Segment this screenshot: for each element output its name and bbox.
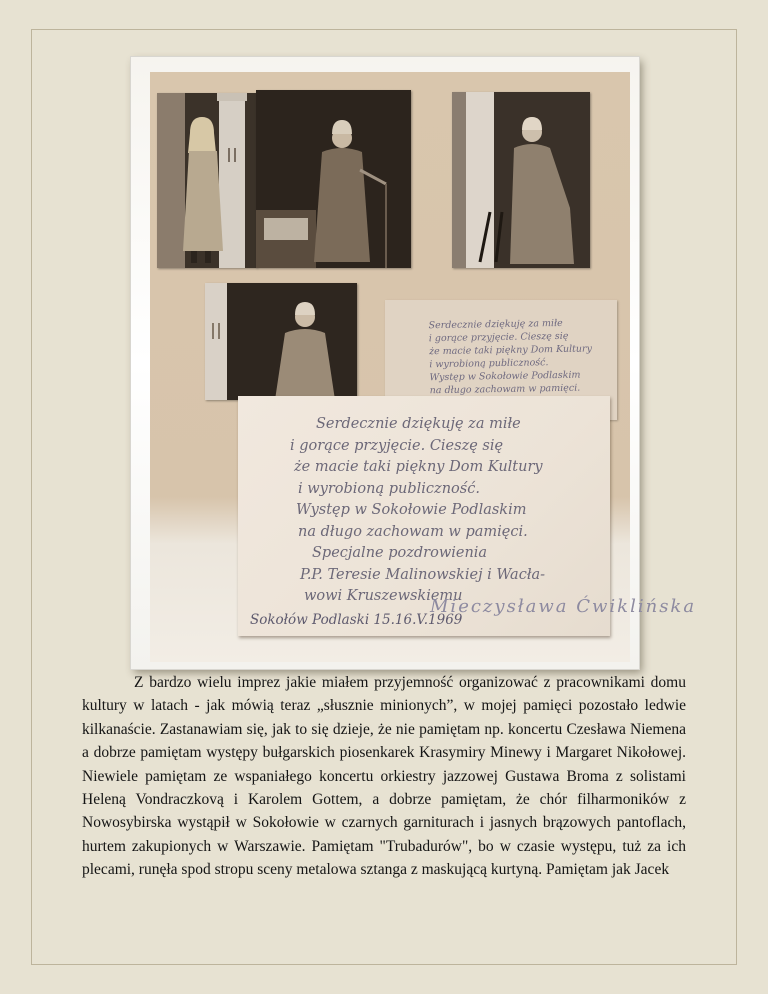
stage-photo-1 bbox=[157, 93, 257, 268]
letter-line: Specjalne pozdrowienia bbox=[312, 545, 488, 561]
letter-place-date: Sokołów Podlaski 15.16.V.1969 bbox=[250, 612, 463, 628]
article-paragraph: Z bardzo wielu imprez jakie miałem przyjemność organizować z pracownikami domu kultury w latach - jak mówią teraz „słusznie minionych”, w mojej pamięci pozostało ledwie kilkanaście. Zastanawiam się, jak to się dzieje, że nie pamiętam np. koncertu Czesława Niemena a dobrze pamiętam występy bułgarskich piosenkarek Krasymiry Minewy i Margaret Nikołowej. Niewiele pamiętam ze wspaniałego koncertu orkiestry jazzowej Gustawa Broma z solistami Heleną Vondraczkovą i Karolem Gottem, a dobrze pamiętam, że chór filharmoników z Nowosybirska wystąpił w Sokołowie w czarnych garniturach i jasnych brązowych pantoflach, hurtem zakupionych w Warszawie. Pamiętam "Trubadurów", bo w czasie występu, tuż za ich plecami, runęła spod stropu sceny metalowa sztanga z maskującą kurtyną. Pamiętam jak Jacek bbox=[82, 674, 686, 879]
handwritten-letter bbox=[238, 396, 697, 636]
note-line: na długo zachowam w pamięci. bbox=[429, 382, 581, 397]
letter-line: i wyrobioną publiczność. bbox=[298, 480, 480, 497]
note-line: Serdecznie dziękuję za miłe bbox=[428, 317, 563, 332]
stage-photo-4 bbox=[205, 283, 357, 400]
letter-line: i gorące przyjęcie. Cieszę się bbox=[290, 437, 504, 454]
stage-photo-2 bbox=[256, 90, 411, 268]
letter-line: Serdecznie dziękuję za miłe bbox=[316, 416, 521, 432]
letter-line: P.P. Teresie Malinowskiej i Wacła- bbox=[300, 566, 546, 583]
stage-photo-3 bbox=[452, 92, 590, 268]
signature: Mieczysława Ćwiklińska bbox=[430, 596, 697, 617]
letter-line: wowi Kruszewskiemu bbox=[304, 588, 463, 604]
letter-line: na długo zachowam w pamięci. bbox=[298, 523, 528, 540]
letter-line: że macie taki piękny Dom Kultury bbox=[294, 459, 543, 475]
note-line: że macie taki piękny Dom Kultury bbox=[428, 343, 593, 358]
note-line: i gorące przyjęcie. Cieszę się bbox=[428, 330, 569, 345]
article-body bbox=[82, 671, 686, 882]
letter-line: Występ w Sokołowie Podlaskim bbox=[296, 502, 527, 518]
note-line: Występ w Sokołowie Podlaskim bbox=[429, 369, 581, 384]
note-line: i wyrobioną publiczność. bbox=[429, 357, 549, 371]
